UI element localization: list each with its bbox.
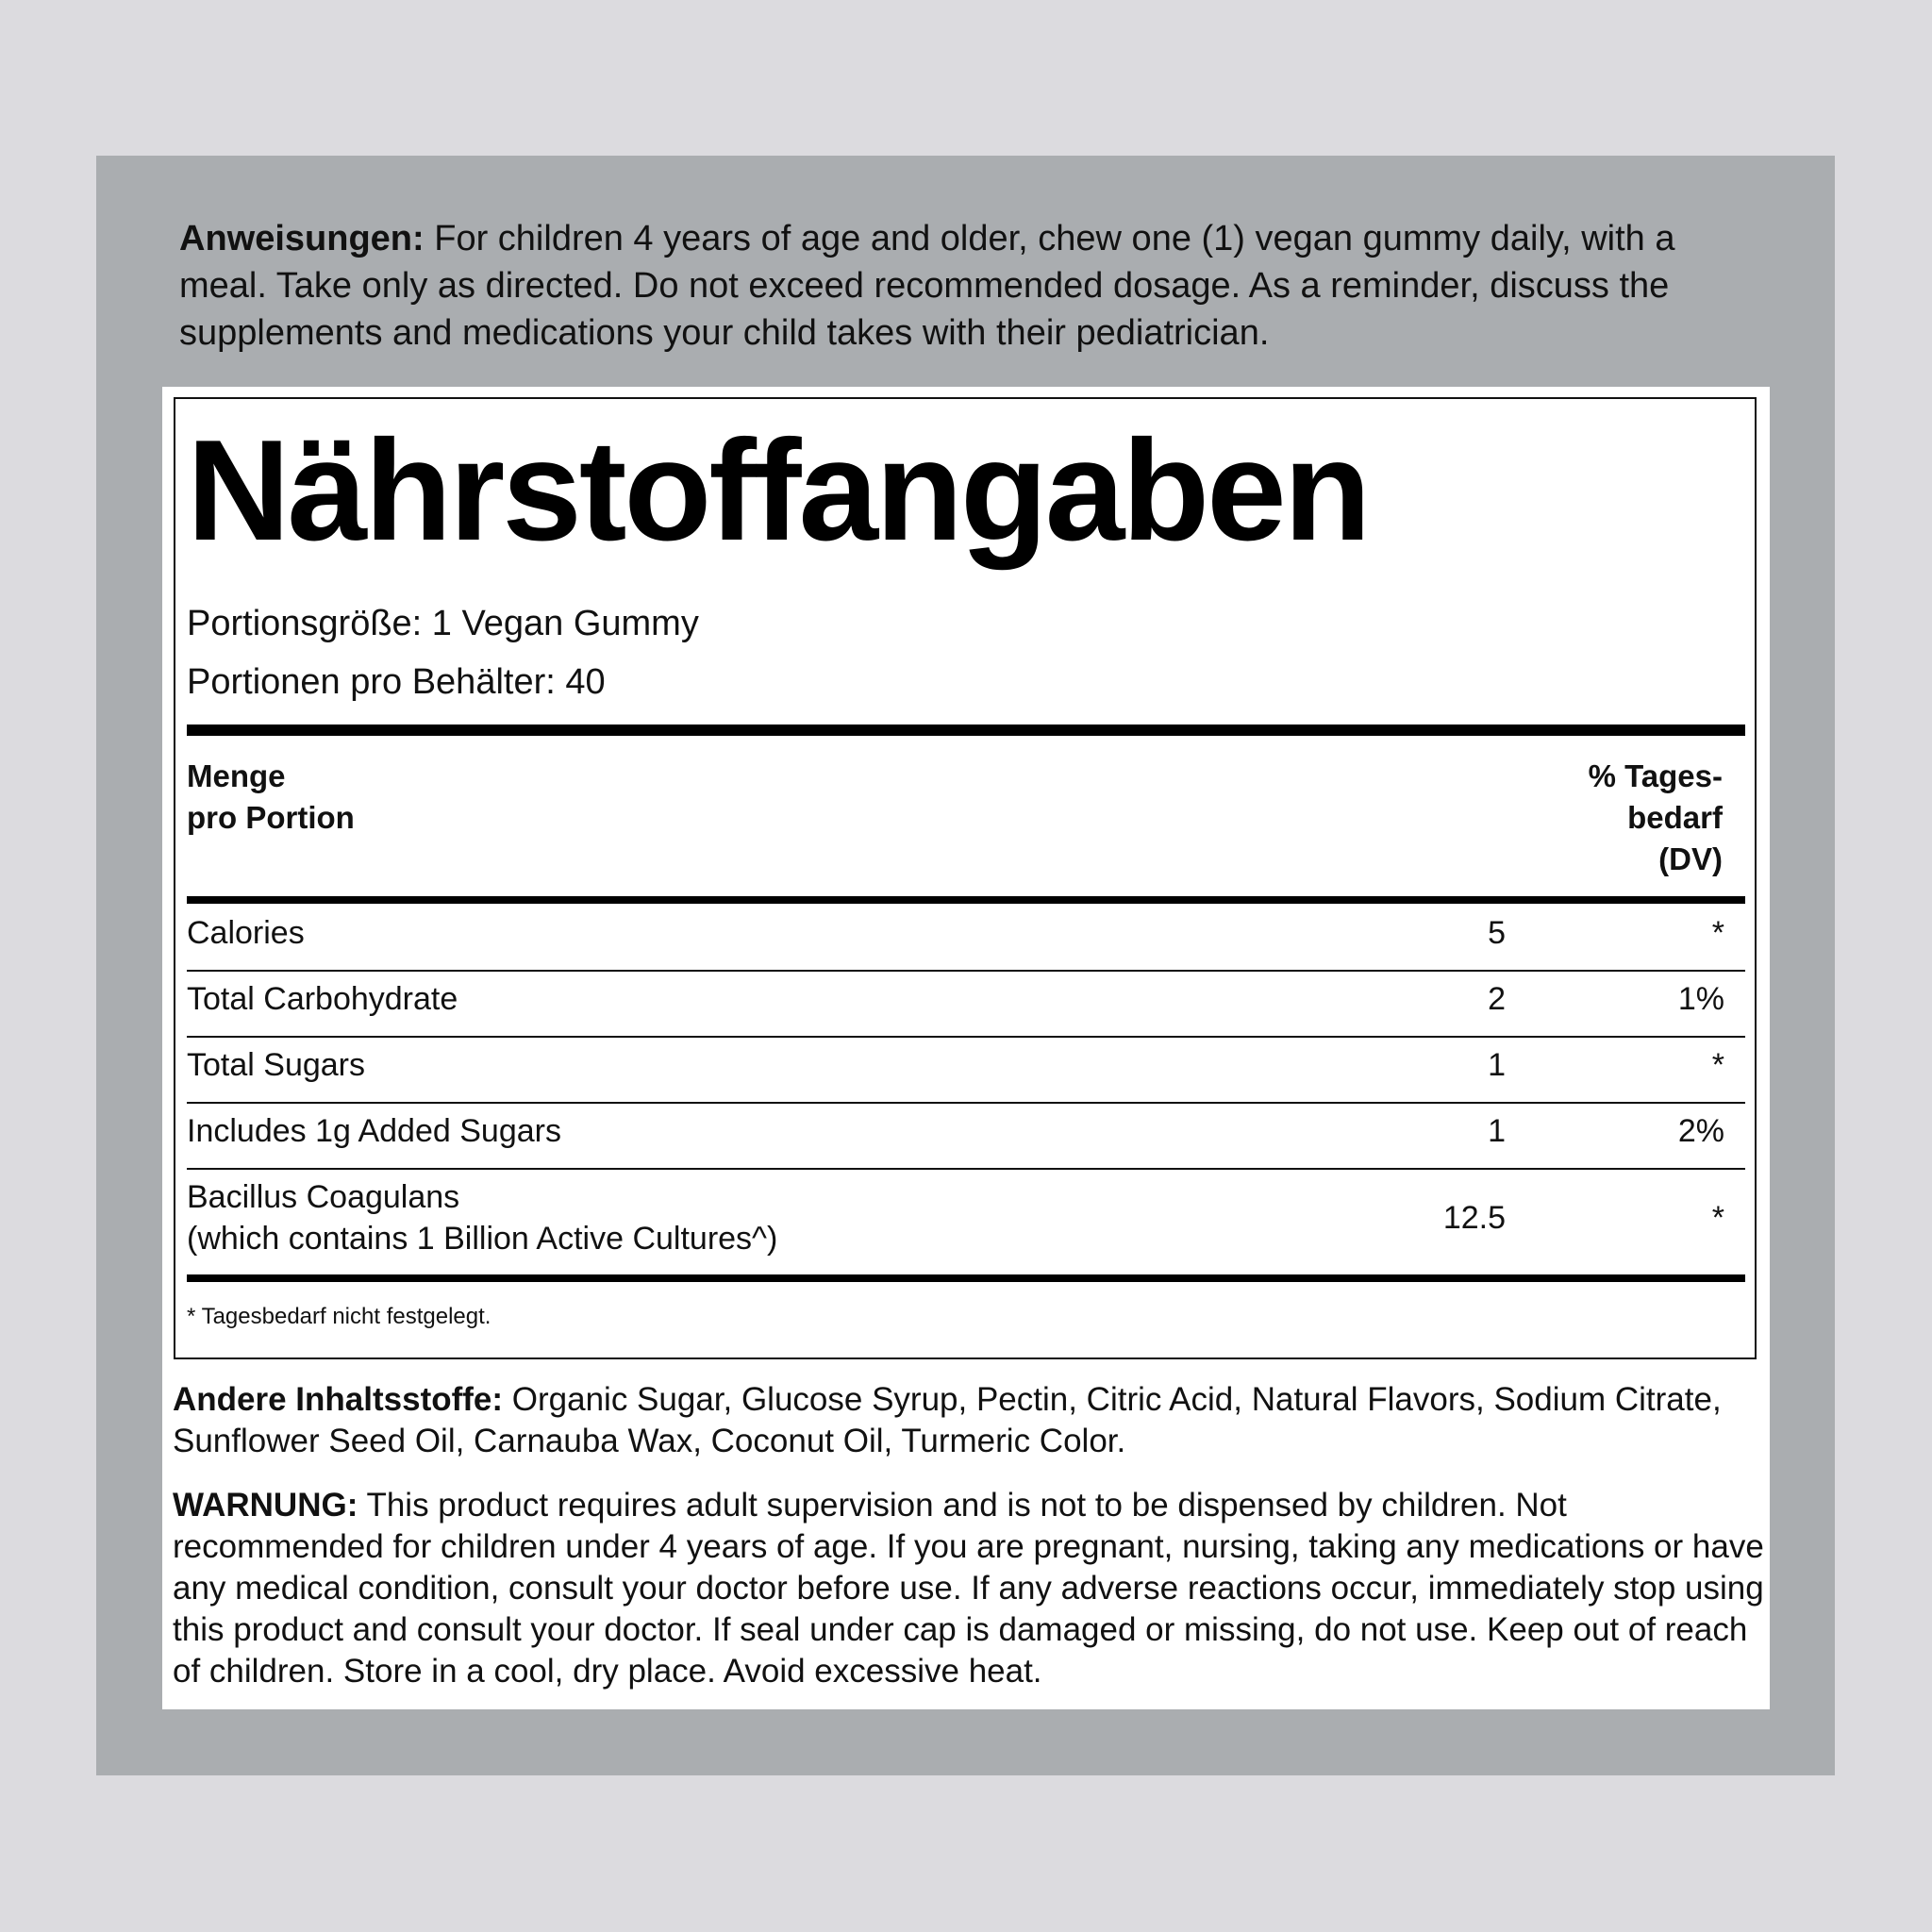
nutrient-dv: 1% (1677, 981, 1724, 1017)
ingredients-body: Organic Sugar, Glucose Syrup, Pectin, Citric Acid, Natural Flavors, Sodium Citrate, Sunflower Seed Oil, Carnauba Wax, Coconut Oil, Turmeric Color. (173, 1381, 1722, 1459)
nutrient-name: Includes 1g Added Sugars (187, 1113, 561, 1149)
servings-per-container: Portionen pro Behälter: 40 (187, 662, 606, 702)
amount-header-line1: Menge (187, 758, 286, 793)
thick-divider (187, 724, 1745, 736)
row-divider (187, 1036, 1745, 1038)
facts-title: Nährstoffangaben (187, 410, 1369, 571)
nutrition-facts-box (174, 397, 1757, 1359)
row-divider (187, 1102, 1745, 1104)
nutrient-dv: * (1711, 1047, 1724, 1083)
ingredients-label: Andere Inhaltsstoffe: (173, 1381, 504, 1418)
amount-per-serving-header (187, 756, 355, 839)
nutrient-amount: 1 (1488, 1113, 1506, 1149)
nutrient-name: Total Carbohydrate (187, 981, 458, 1017)
nutrient-amount: 1 (1488, 1047, 1506, 1083)
directions-text (179, 215, 1764, 357)
dv-header-line2: bedarf (1627, 800, 1723, 835)
daily-value-header (1589, 756, 1723, 880)
nutrient-dv: 2% (1677, 1113, 1724, 1149)
nutrient-name: Total Sugars (187, 1047, 365, 1083)
nutrient-name: Calories (187, 915, 305, 951)
row-divider (187, 970, 1745, 972)
other-ingredients (173, 1379, 1767, 1462)
nutrient-amount: 12.5 (1442, 1200, 1506, 1236)
dv-header-line3: (DV) (1658, 841, 1723, 876)
header-divider (187, 896, 1745, 904)
nutrient-dv: * (1711, 1200, 1724, 1236)
nutrient-dv: * (1711, 915, 1724, 951)
bottom-divider (187, 1274, 1745, 1282)
nutrient-amount: 2 (1488, 981, 1506, 1017)
warning-text (173, 1485, 1767, 1692)
directions-body: For children 4 years of age and older, chew one (1) vegan gummy daily, with a meal. Take only as directed. Do not exceed recommended dosage. As a reminder, discuss the supplements and medications your child takes with their pediatrician. (179, 219, 1675, 353)
nutrient-name-detail: (which contains 1 Billion Active Cultures^) (187, 1221, 778, 1257)
nutrient-name: Bacillus Coagulans (187, 1179, 460, 1215)
directions-label: Anweisungen: (179, 219, 425, 258)
warning-label: WARNUNG: (173, 1487, 358, 1524)
amount-header-line2: pro Portion (187, 800, 355, 835)
row-divider (187, 1168, 1745, 1170)
dv-header-line1: % Tages- (1588, 758, 1723, 793)
serving-size: Portionsgröße: 1 Vegan Gummy (187, 604, 699, 643)
nutrient-amount: 5 (1488, 915, 1506, 951)
daily-value-footnote: * Tagesbedarf nicht festgelegt. (187, 1304, 491, 1329)
nutrient-row (187, 1176, 1745, 1263)
warning-body: This product requires adult supervision and is not to be dispensed by children. Not recommended for children under 4 years of age. If you are pregnant, nursing, taking any medications or have any medical condition, consult your doctor before use. If any adverse reactions occur, immediately stop using this product and consult your doctor. If seal under cap is damaged or missing, do not use. Keep out of reach of children. Store in a cool, dry place. Avoid excessive heat. (173, 1487, 1764, 1690)
